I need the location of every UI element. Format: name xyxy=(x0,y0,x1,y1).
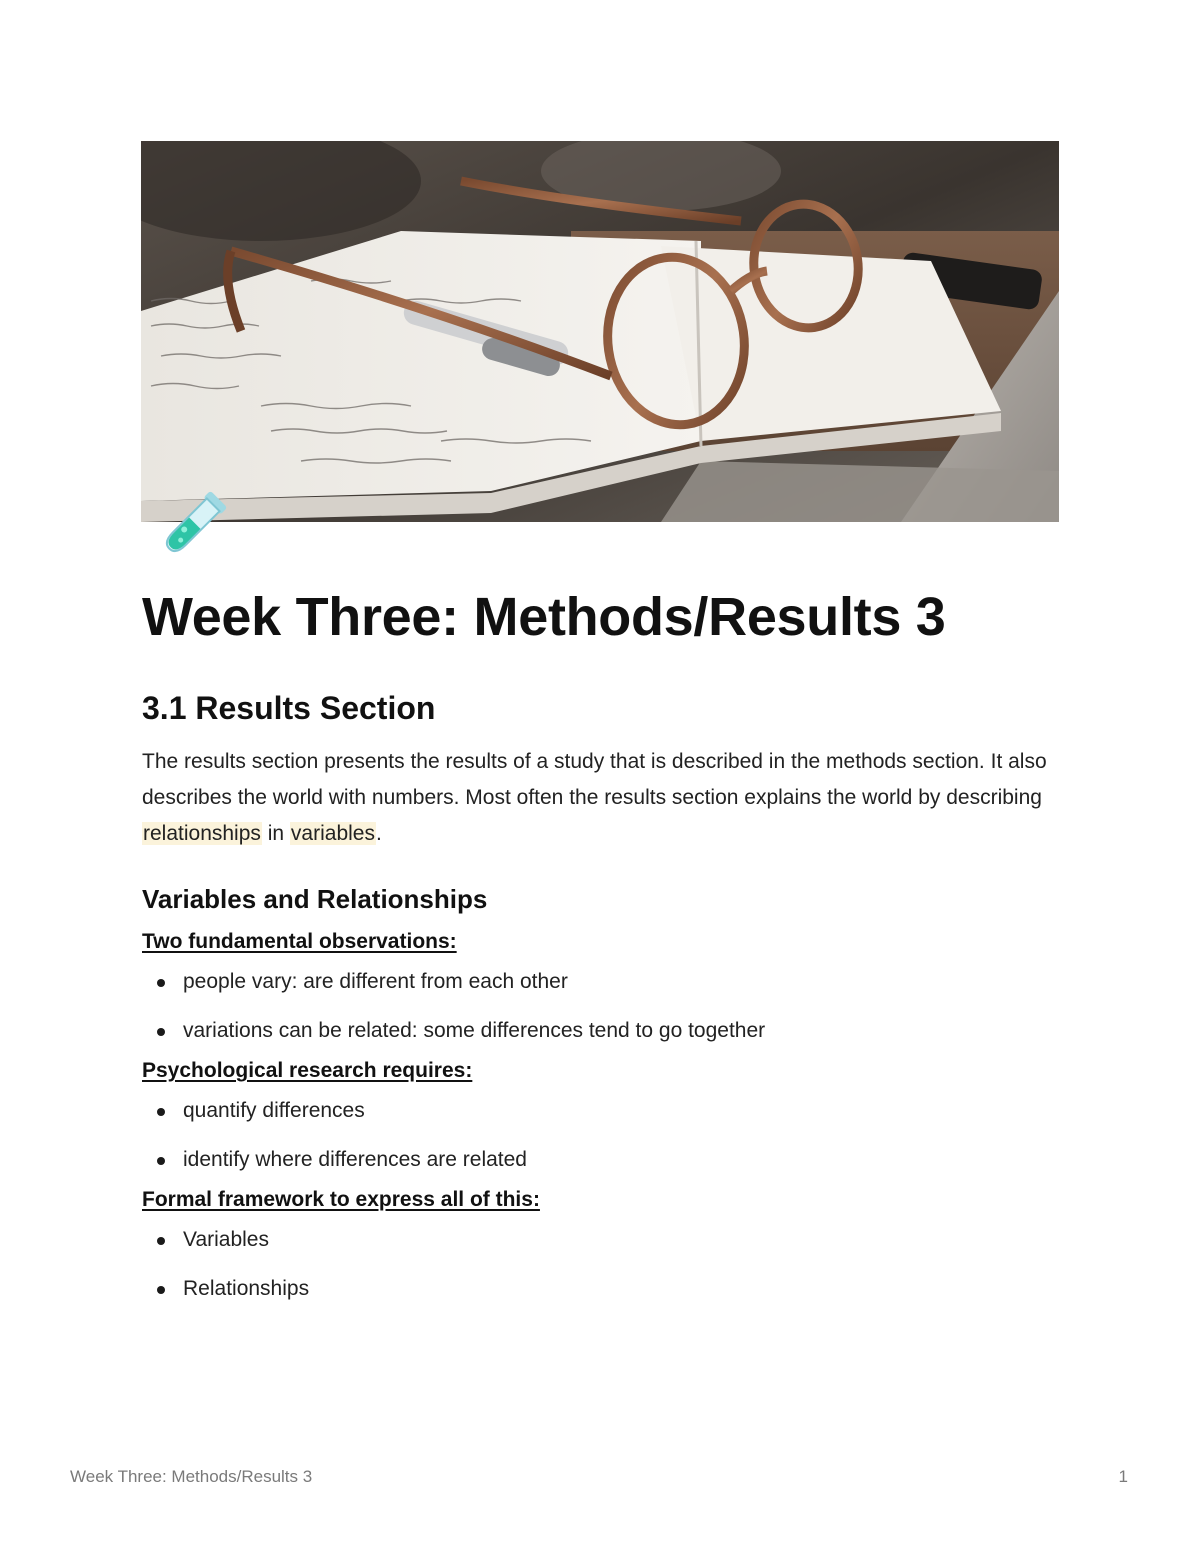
list-item xyxy=(142,968,1062,996)
bullet-icon xyxy=(157,1286,165,1294)
group-requirements xyxy=(142,1057,1062,1174)
bullet-list xyxy=(142,1097,1062,1174)
document-content xyxy=(142,584,1062,1303)
footer-page-number: 1 xyxy=(1118,1467,1128,1486)
list-item-text: Relationships xyxy=(183,1277,310,1300)
page-title: Week Three: Methods/Results 3 xyxy=(142,587,946,647)
highlight-variables: variables xyxy=(290,822,375,845)
cover-photo xyxy=(141,141,1059,522)
section-heading: 3.1 Results Section xyxy=(142,690,436,726)
intro-text-before: The results section presents the results of a study that is described in the methods section. It also describes the world with numbers. Most often the results section explains the world by describing xyxy=(142,750,1047,809)
list-item-text: variations can be related: some differences tend to go together xyxy=(183,1019,766,1042)
test-tube-icon xyxy=(146,484,238,568)
list-item-text: Variables xyxy=(183,1228,269,1251)
bullet-icon xyxy=(157,1028,165,1036)
highlight-relationships: relationships xyxy=(143,822,261,845)
footer-title: Week Three: Methods/Results 3 xyxy=(70,1467,313,1486)
bullet-icon xyxy=(157,1157,165,1165)
group-label: Formal framework to express all of this: xyxy=(142,1188,540,1211)
intro-text-after: . xyxy=(375,822,382,845)
list-item-text: people vary: are different from each other xyxy=(183,970,568,993)
subsection-heading: Variables and Relationships xyxy=(142,884,488,914)
list-item xyxy=(142,1097,1062,1125)
bullet-icon xyxy=(157,979,165,987)
bullet-icon xyxy=(157,1237,165,1245)
group-framework xyxy=(142,1186,1062,1303)
bullet-list xyxy=(142,968,1062,1045)
list-item xyxy=(142,1146,1062,1174)
list-item-text: quantify differences xyxy=(183,1099,365,1122)
intro-text-between: in xyxy=(261,822,290,845)
cover-image xyxy=(141,141,1059,522)
bullet-list xyxy=(142,1226,1062,1303)
list-item-text: identify where differences are related xyxy=(183,1148,527,1171)
group-observations xyxy=(142,928,1062,1045)
bullet-icon xyxy=(157,1108,165,1116)
group-label: Two fundamental observations: xyxy=(142,930,457,953)
list-item xyxy=(142,1226,1062,1254)
list-item xyxy=(142,1275,1062,1303)
group-label: Psychological research requires: xyxy=(142,1059,473,1082)
list-item xyxy=(142,1017,1062,1045)
intro-paragraph xyxy=(142,744,1062,852)
